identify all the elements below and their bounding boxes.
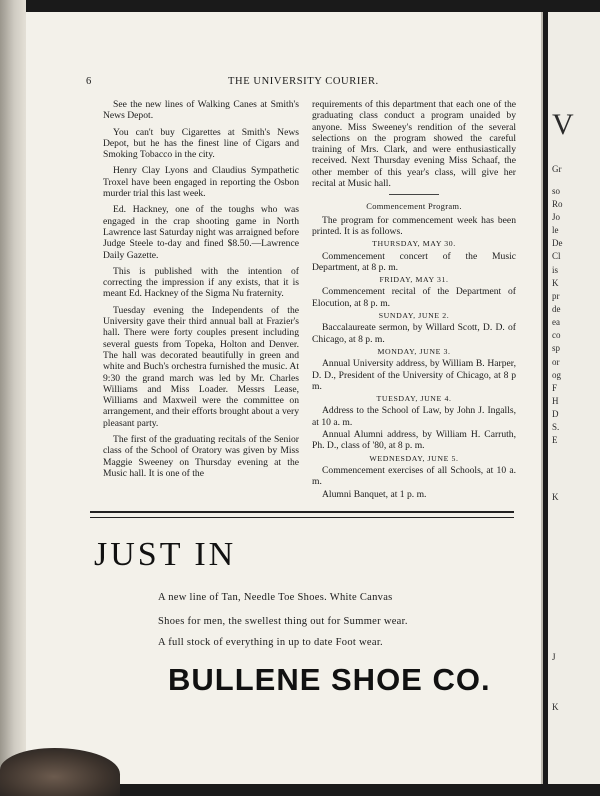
program-event: Address to the School of Law, by John J. Ingalls, at 10 a. m.	[312, 405, 516, 428]
adjacent-page-fragment: is	[552, 265, 559, 275]
adjacent-page-fragment: Cl	[552, 251, 561, 261]
program-day: SUNDAY, JUNE 2.	[378, 311, 450, 321]
ad-line: Shoes for men, the swellest thing out for Summer wear.	[158, 616, 408, 627]
news-item: Ed. Hackney, one of the toughs who was engaged in the crap shooting game in North Lawrence last Saturday night was arraigned before Judge Steele to-day and fined $8.50.—Lawrence Daily Gazette.	[103, 204, 299, 261]
program-intro: The program for commencement week has been printed. It is as follows.	[312, 214, 516, 237]
news-item: You can't buy Cigarettes at Smith's News Depot, but he has the finest line of Cigars and Smoking Tobacco in the city.	[103, 126, 299, 161]
program-event: Commencement recital of the Department of Elocution, at 8 p. m.	[312, 286, 516, 309]
adjacent-page-fragment: K	[552, 492, 559, 502]
news-item: Henry Clay Lyons and Claudius Sympathetic Troxel have been engaged in reporting the Osbon murder trial this last week.	[103, 165, 299, 200]
program-day: FRIDAY, MAY 31.	[379, 275, 449, 285]
program-title: Commencement Program.	[366, 201, 462, 212]
adjacent-page-fragment: le	[552, 225, 559, 235]
left-column	[103, 99, 299, 484]
program-day: THURSDAY, MAY 30.	[372, 239, 456, 249]
adjacent-page-fragment: pr	[552, 291, 560, 301]
adjacent-page-fragment: H	[552, 396, 559, 406]
program-event: Commencement concert of the Music Department, at 8 p. m.	[312, 250, 516, 273]
program-event: Commencement exercises of all Schools, at 10 a. m.	[312, 464, 516, 488]
adjacent-page-fragment: sp	[552, 343, 561, 353]
program-event: Baccalaureate sermon, by Willard Scott, D. D. of Chicago, at 8 p. m.	[312, 322, 516, 345]
adjacent-page-fragment: de	[552, 304, 561, 314]
adjacent-page-fragment: K	[552, 278, 559, 288]
book-binding	[0, 0, 26, 796]
adjacent-page-fragment: Jo	[552, 212, 561, 222]
program-day: WEDNESDAY, JUNE 5.	[369, 453, 459, 463]
adjacent-page-fragment: K	[552, 702, 559, 712]
program-event: Alumni Banquet, at 1 p. m.	[322, 488, 427, 500]
newspaper-title: THE UNIVERSITY COURIER.	[228, 76, 379, 87]
section-rule	[389, 194, 439, 195]
adjacent-page-fragment: De	[552, 238, 563, 248]
news-item: See the new lines of Walking Canes at Smith's News Depot.	[103, 99, 299, 122]
adjacent-page-fragment: Ro	[552, 199, 563, 209]
news-item-continued: requirements of this department that each one of the graduating class conduct a program unaided by anyone. Miss Sweeney's rendition of the several selections on the program showed the careful training of Mrs. Clark, and were enthusiastically received. Next Thursday evening Miss Schaaf, the other member of this year's class, will give her recital at Music hall.	[312, 99, 516, 190]
adjacent-page-fragment: or	[552, 357, 560, 367]
adjacent-page-fragment: V	[552, 108, 574, 141]
program-day: MONDAY, JUNE 3.	[377, 346, 451, 356]
adjacent-page-fragment: Gr	[552, 164, 562, 174]
ad-line: A full stock of everything in up to date Foot wear.	[158, 637, 383, 648]
adjacent-page-fragment: ea	[552, 317, 560, 327]
section-divider	[90, 511, 514, 518]
page-number: 6	[86, 76, 92, 87]
program-day: TUESDAY, JUNE 4.	[376, 394, 452, 404]
adjacent-page-fragment: S.	[552, 422, 560, 432]
adjacent-page-fragment: D	[552, 409, 559, 419]
adjacent-page-fragment: so	[552, 186, 561, 196]
ad-line: A new line of Tan, Needle Toe Shoes. White Canvas	[158, 592, 393, 603]
adjacent-page-fragment: E	[552, 435, 558, 445]
scanner-finger	[0, 748, 120, 796]
ad-company-name: BULLENE SHOE CO.	[168, 662, 491, 697]
adjacent-page-fragment: J	[552, 652, 556, 662]
adjacent-page-fragment: F	[552, 383, 558, 393]
right-column	[312, 99, 516, 501]
page-header	[70, 76, 540, 90]
program-event: Annual Alumni address, by William H. Carruth, Ph. D., class of '80, at 8 p. m.	[312, 429, 516, 452]
adjacent-page-fragment: co	[552, 330, 561, 340]
news-item: Tuesday evening the Independents of the University gave their third annual ball at Frazier's hall. There were forty couples present including several guests from Topeka, Holton and Denver. The hall was decorated beautifully in green and white and Buch's orchestra furnished the music. At 9:30 the grand march was led by Mr. Charles Williams and Miss Loader. Messrs Lease, Williams and Maxweil were the committee on arrangement, and their efforts brought about a very pleasant party.	[103, 304, 299, 429]
news-item: The first of the graduating recitals of the Senior class of the School of Oratory was given by Miss Maggie Sweeney on Thursday evening at the Music hall. It is one of the	[103, 434, 299, 479]
news-item: This is published with the intention of correcting the impression if any exists, that it is meant Ed. Hackney of the Sigma Nu fraternity.	[103, 265, 299, 300]
program-event: Annual University address, by William B. Harper, D. D., President of the University of Chicago, at 8 p m.	[312, 358, 516, 392]
ad-headline: JUST IN	[94, 536, 237, 573]
adjacent-page	[548, 12, 600, 784]
adjacent-page-fragment: og	[552, 370, 561, 380]
